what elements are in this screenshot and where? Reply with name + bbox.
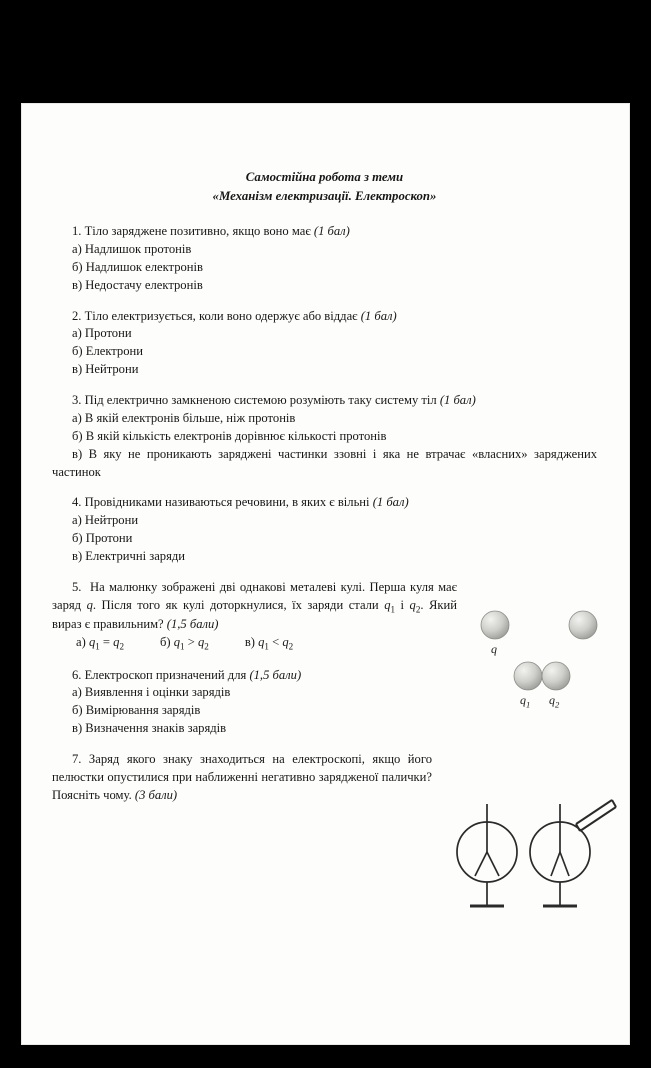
question-1-points: (1 бал) xyxy=(313,224,350,239)
question-3-option-b: б) В якій кількість електронів дорівнює кількості протонів xyxy=(72,428,387,443)
question-6-option-c: в) Визначення знаків зарядів xyxy=(72,721,227,736)
question-3-option-c: в) В яку не проникають заряджені частинки ззовні і яка не втрачає «власних» заряджених частинок xyxy=(52,446,597,479)
label-q2: $q_2$ xyxy=(549,693,560,710)
question-6-option-b: б) Вимірювання зарядів xyxy=(72,703,201,718)
title-line-2: «Механізм електризації. Електроскоп» xyxy=(212,188,437,203)
question-6-points: (1,5 бали) xyxy=(249,667,302,682)
question-1 xyxy=(52,223,597,295)
title-line-1: Самостійна робота з теми xyxy=(245,170,404,184)
question-5 xyxy=(52,579,457,654)
question-3-option-a: а) В якій електронів більше, ніж протонів xyxy=(72,410,296,425)
question-1-option-b: б) Надлишок електронів xyxy=(72,259,203,274)
question-3-points: (1 бал) xyxy=(439,393,476,408)
question-2-points: (1 бал) xyxy=(360,308,397,323)
label-q1: $q_1$ xyxy=(520,693,531,710)
question-2-option-c: в) Нейтрони xyxy=(72,362,139,377)
question-4-stem: 4. Провідниками називаються речовини, в яких є вільні (1 бал) xyxy=(72,495,409,510)
document-title xyxy=(52,168,597,205)
document-body xyxy=(52,168,597,818)
document-page xyxy=(22,104,629,1044)
figure-charged-balls xyxy=(477,609,607,714)
question-4-option-b: б) Протони xyxy=(72,531,133,546)
question-1-option-a: а) Надлишок протонів xyxy=(72,241,192,256)
question-4-option-a: а) Нейтрони xyxy=(72,513,139,528)
figure-electroscopes xyxy=(442,794,617,929)
question-3-stem: 3. Під електрично замкненою системою розуміють таку систему тіл (1 бал) xyxy=(72,393,476,408)
question-6-option-a: а) Виявлення і оцінки зарядів xyxy=(72,685,231,700)
question-7-stem: 7. Заряд якого знаку знаходиться на електроскопі, якщо його пелюстки опустилися при наближенні негативно зарядженої палички? Поясніть чому. (3 бали) xyxy=(52,752,432,802)
question-4-points: (1 бал) xyxy=(372,495,409,510)
question-1-option-c: в) Недостачу електронів xyxy=(72,277,203,292)
question-6-stem: 6. Електроскоп призначений для (1,5 бали) xyxy=(72,667,302,682)
question-2-stem: 2. Тіло електризується, коли воно одержує або віддає (1 бал) xyxy=(72,308,397,323)
question-4-option-c: в) Електричні заряди xyxy=(72,549,186,564)
question-7-points: (3 бали) xyxy=(134,787,178,802)
question-7 xyxy=(52,751,432,805)
question-4 xyxy=(52,494,597,566)
question-2-option-a: а) Протони xyxy=(72,326,132,341)
question-2 xyxy=(52,308,597,380)
question-5-answers: а) $q_1 = q_2$ б) $q_1 > q_2$ в) $q_1 < q_2$ xyxy=(76,635,294,652)
question-5-stem: 5. На малюнку зображені дві однакові металеві кулі. Перша куля має заряд q. Після того як кулі доторкнулися, їх заряди стали $q_1$ і $q_2$. Який вираз є правильним? (1,5 бали) xyxy=(52,579,458,632)
question-3 xyxy=(52,392,597,481)
label-q: q xyxy=(491,642,497,656)
question-1-stem: 1. Тіло заряджене позитивно, якщо воно має (1 бал) xyxy=(72,224,350,239)
question-2-option-b: б) Електрони xyxy=(72,344,143,359)
question-5-points: (1,5 бали) xyxy=(166,617,219,632)
